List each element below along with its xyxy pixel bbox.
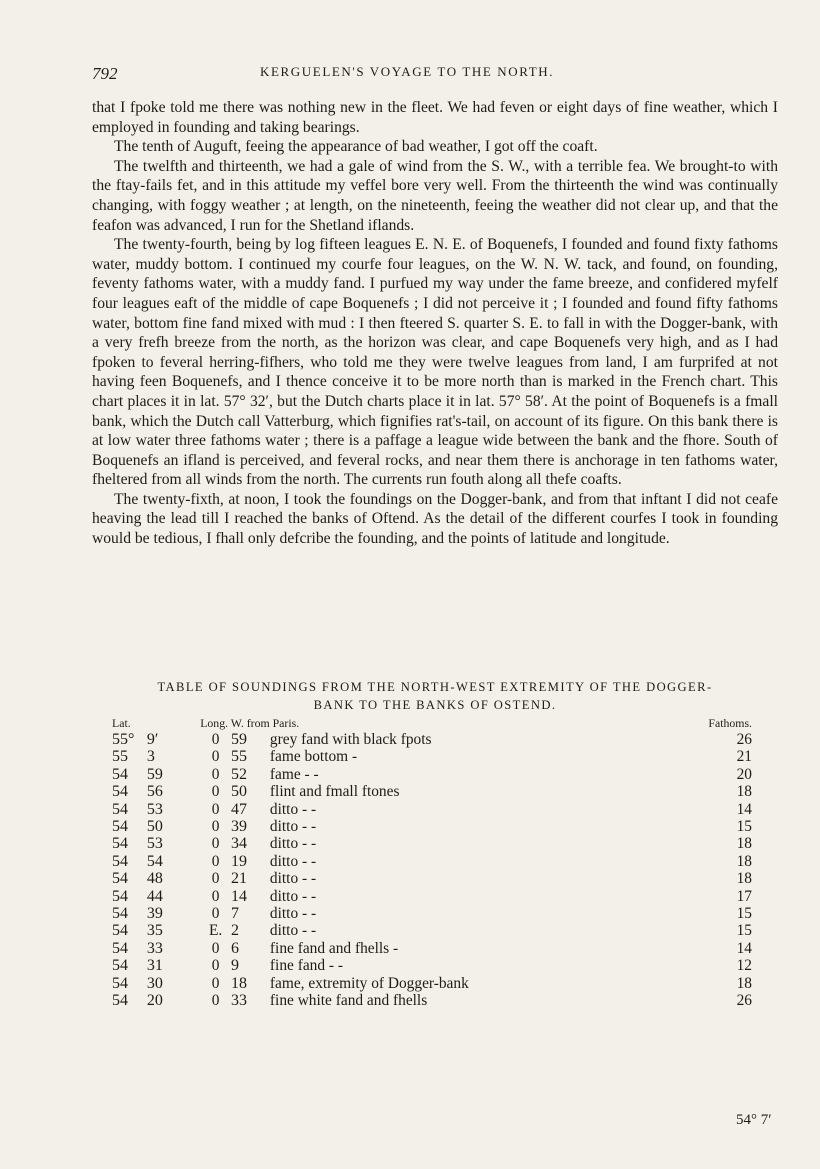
table-header-row xyxy=(112,716,752,731)
lat-degrees: 54 xyxy=(112,939,128,957)
long-degrees: 0 xyxy=(211,887,220,905)
lat-degrees: 54 xyxy=(112,974,128,992)
fathoms-value: 18 xyxy=(736,783,752,801)
lat-minutes: 50 xyxy=(146,818,163,836)
paragraph: The tenth of Auguft, feeing the appearance of bad weather, I got off the coaft. xyxy=(114,138,598,156)
table-row xyxy=(112,801,752,818)
paragraph: The twelfth and thirteenth, we had a gale of wind from the S. W., with a terrible fea. We brought-to with the ftay-fails fet, and in this attitude my veffel bore very well. From the thirteenth the wind was continually changing, with foggy weather ; at length, on the nineteenth, feeing the weather did not clear up, and that the feafon was advanced, I run for the Shetland iflands. xyxy=(92,157,778,234)
lat-degrees: 54 xyxy=(112,870,128,888)
long-degrees: 0 xyxy=(211,957,220,975)
long-minutes: 33 xyxy=(230,992,247,1010)
lat-degrees: 54 xyxy=(112,765,128,783)
table-row xyxy=(112,783,752,800)
lat-degrees: 54 xyxy=(112,905,128,923)
bottom-description: fame - - xyxy=(269,765,319,783)
table-row xyxy=(112,818,752,835)
fathoms-value: 15 xyxy=(736,922,752,940)
lat-degrees: 55 xyxy=(112,748,128,766)
fathoms-value: 14 xyxy=(736,939,752,957)
table-row xyxy=(112,992,752,1009)
fathoms-value: 14 xyxy=(736,800,752,818)
long-minutes: 9 xyxy=(230,957,239,975)
lat-minutes: 39 xyxy=(146,905,163,923)
long-minutes: 6 xyxy=(230,939,239,957)
page-number: 792 xyxy=(92,64,118,83)
fathoms-value: 15 xyxy=(736,905,752,923)
table-row xyxy=(112,905,752,922)
long-minutes: 55 xyxy=(230,748,247,766)
table-row xyxy=(112,766,752,783)
long-minutes: 50 xyxy=(230,783,247,801)
long-degrees: 0 xyxy=(211,731,220,748)
lat-degrees: 54 xyxy=(112,887,128,905)
bottom-description: ditto - - xyxy=(269,887,317,905)
lat-degrees: 54 xyxy=(112,818,128,836)
lat-degrees: 54 xyxy=(112,922,128,940)
header-lat: Lat. xyxy=(112,716,131,730)
lat-minutes: 35 xyxy=(146,922,163,940)
lat-degrees: 54 xyxy=(112,957,128,975)
lat-minutes: 44 xyxy=(146,887,163,905)
long-degrees: 0 xyxy=(211,870,220,888)
fathoms-value: 15 xyxy=(736,818,752,836)
bottom-description: ditto - - xyxy=(269,852,317,870)
bottom-description: fame bottom - xyxy=(269,748,358,766)
bottom-description: ditto - - xyxy=(269,818,317,836)
long-minutes: 19 xyxy=(230,852,247,870)
long-minutes: 47 xyxy=(230,800,247,818)
long-degrees: E. xyxy=(208,922,223,940)
lat-degrees: 54 xyxy=(112,992,128,1010)
table-title xyxy=(92,678,778,714)
paragraph: that I fpoke told me there was nothing new in the fleet. We had feven or eight days of fine weather, which I employed in founding and taking bearings. xyxy=(92,99,778,136)
soundings-table xyxy=(112,716,752,1010)
long-degrees: 0 xyxy=(211,852,220,870)
long-minutes: 59 xyxy=(230,731,247,748)
table-row xyxy=(112,957,752,974)
bottom-description: grey fand with black fpots xyxy=(269,731,432,748)
lat-minutes: 20 xyxy=(146,992,163,1010)
fathoms-value: 21 xyxy=(736,748,752,766)
long-minutes: 21 xyxy=(230,870,247,888)
paragraph: The twenty-fourth, being by log fifteen leagues E. N. E. of Boquenefs, I founded and found fixty fathoms water, muddy bottom. I continued my courfe four leagues, on the W. N. W. tack, and found, on founding, feventy fathoms water, with a muddy fand. I purfued my way under the fame breeze, and confidered myfelf four leagues eaft of the middle of cape Boquenefs ; I did not perceive it ; I founded and found fifty fathoms water, bottom fine fand mixed with mud : I then fteered S. quarter S. E. to fall in with the Dogger-bank, with a very frefh breeze from the north, as the horizon was clear, and cape Boquenefs very high, and as I had fpoken to feveral herring-fifhers, who told me they were twelve leagues from land, I am furprifed at not having feen Boquenefs, and I thence conceive it to be more north than is marked in the French chart. This chart places it in lat. 57° 32′, but the Dutch charts place it in lat. 57° 58′. At the point of Boquenefs is a fmall bank, which the Dutch call Vatterburg, which fignifies rat's-tail, on account of its figure. On this bank there is at low water three fathoms water ; there is a paffage a league wide between the bank and the fhore. South of Boquenefs an ifland is perceived, and feveral rocks, and near them there is anchorage in ten fathoms water, fheltered from all winds from the north. The currents run fouth along all thefe coafts. xyxy=(92,236,778,489)
lat-minutes: 48 xyxy=(146,870,163,888)
lat-minutes: 3 xyxy=(146,748,155,766)
fathoms-value: 18 xyxy=(736,870,752,888)
fathoms-value: 20 xyxy=(736,765,752,783)
lat-degrees: 55° xyxy=(112,731,135,748)
bottom-description: flint and fmall ftones xyxy=(269,783,400,801)
lat-degrees: 54 xyxy=(112,783,128,801)
header-fathoms: Fathoms. xyxy=(708,716,752,730)
fathoms-value: 18 xyxy=(736,974,752,992)
table-row xyxy=(112,922,752,939)
long-minutes: 2 xyxy=(230,922,239,940)
long-degrees: 0 xyxy=(211,800,220,818)
long-degrees: 0 xyxy=(211,783,220,801)
long-degrees: 0 xyxy=(211,939,220,957)
long-minutes: 18 xyxy=(230,974,247,992)
long-degrees: 0 xyxy=(211,765,220,783)
table-body xyxy=(112,731,752,1010)
long-degrees: 0 xyxy=(211,748,220,766)
lat-minutes: 53 xyxy=(146,800,163,818)
long-degrees: 0 xyxy=(211,818,220,836)
long-degrees: 0 xyxy=(211,835,220,853)
fathoms-value: 26 xyxy=(736,992,752,1010)
lat-minutes: 30 xyxy=(146,974,163,992)
long-minutes: 7 xyxy=(230,905,239,923)
table-row xyxy=(112,835,752,852)
lat-minutes: 59 xyxy=(146,765,163,783)
table-row xyxy=(112,940,752,957)
lat-degrees: 54 xyxy=(112,835,128,853)
fathoms-value: 17 xyxy=(736,887,752,905)
fathoms-value: 18 xyxy=(736,852,752,870)
lat-minutes: 9′ xyxy=(146,731,159,748)
bottom-description: fine fand and fhells - xyxy=(269,939,399,957)
bottom-description: ditto - - xyxy=(269,870,317,888)
long-degrees: 0 xyxy=(211,992,220,1010)
lat-minutes: 56 xyxy=(146,783,163,801)
table-row xyxy=(112,888,752,905)
table-title-line: BANK TO THE BANKS OF OSTEND. xyxy=(313,698,557,712)
bottom-description: ditto - - xyxy=(269,922,317,940)
bottom-description: ditto - - xyxy=(269,835,317,853)
paragraph: The twenty-fixth, at noon, I took the foundings on the Dogger-bank, and from that inftant I did not ceafe heaving the lead till I reached the banks of Oftend. As the detail of the different courfes I took in founding would be tedious, I fhall only defcribe the founding, and the points of latitude and longitude. xyxy=(92,490,778,548)
table-row xyxy=(112,870,752,887)
table-row xyxy=(112,748,752,765)
body-text xyxy=(92,98,778,549)
table-title-line: TABLE OF SOUNDINGS FROM THE NORTH-WEST EXTREMITY OF THE DOGGER- xyxy=(157,680,713,694)
table-row xyxy=(112,853,752,870)
lat-degrees: 54 xyxy=(112,800,128,818)
bottom-description: fame, extremity of Dogger-bank xyxy=(269,974,469,992)
long-degrees: 0 xyxy=(211,974,220,992)
bottom-description: ditto - - xyxy=(269,905,317,923)
lat-minutes: 33 xyxy=(146,939,163,957)
long-degrees: 0 xyxy=(211,905,220,923)
long-minutes: 52 xyxy=(230,765,247,783)
table-row xyxy=(112,975,752,992)
lat-degrees: 54 xyxy=(112,852,128,870)
lat-minutes: 31 xyxy=(146,957,163,975)
header-long: Long. W. from Paris. xyxy=(200,716,300,730)
bottom-description: fine white fand and fhells xyxy=(269,992,428,1010)
catchword: 54° 7′ xyxy=(736,1112,772,1128)
table-row xyxy=(112,731,752,748)
fathoms-value: 26 xyxy=(736,731,752,748)
long-minutes: 14 xyxy=(230,887,247,905)
long-minutes: 34 xyxy=(230,835,247,853)
running-title: KERGUELEN'S VOYAGE TO THE NORTH. xyxy=(260,64,555,79)
long-minutes: 39 xyxy=(230,818,247,836)
lat-minutes: 54 xyxy=(146,852,163,870)
lat-minutes: 53 xyxy=(146,835,163,853)
fathoms-value: 18 xyxy=(736,835,752,853)
fathoms-value: 12 xyxy=(736,957,752,975)
bottom-description: fine fand - - xyxy=(269,957,343,975)
bottom-description: ditto - - xyxy=(269,800,317,818)
